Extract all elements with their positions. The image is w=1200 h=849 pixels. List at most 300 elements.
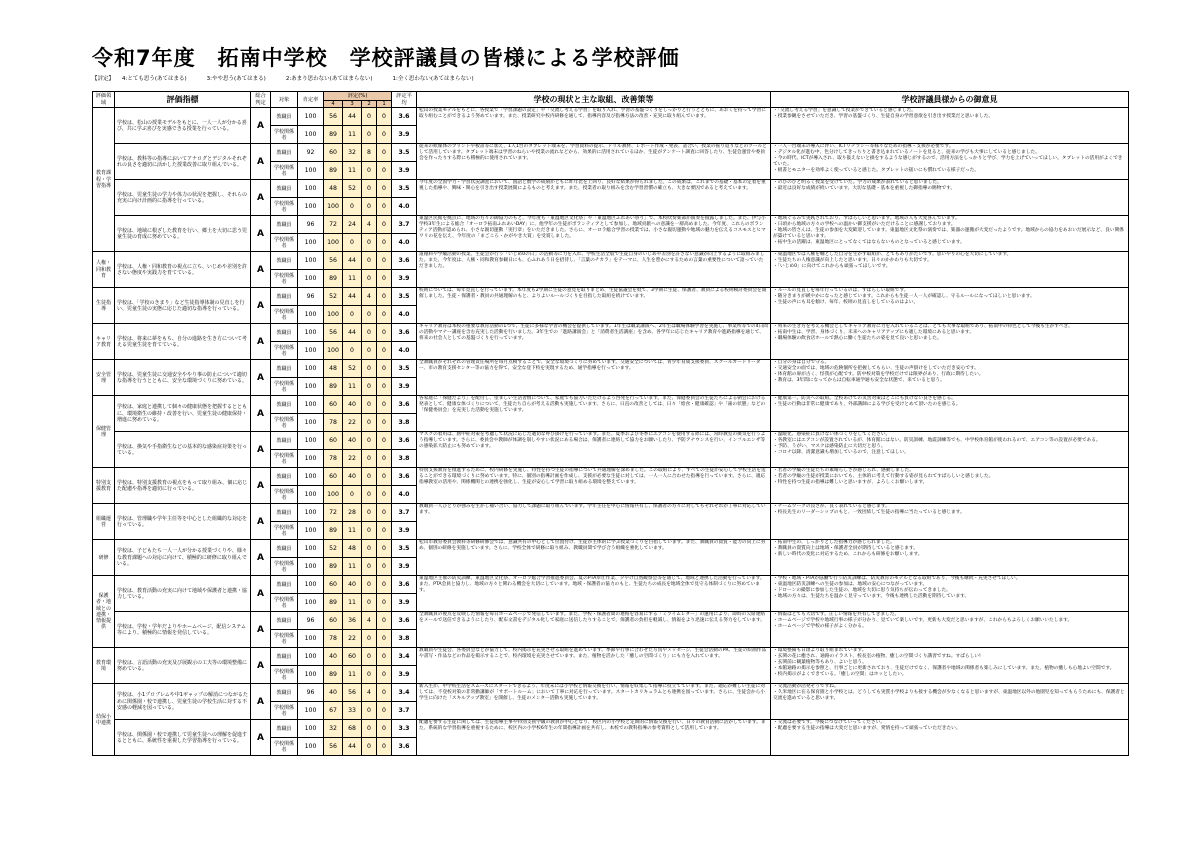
- indicator-text: 学校は、人権・同和教育の視点に立ち、いじめや差別を許さない態度や実践力を育てている。: [115, 252, 251, 288]
- current-status-text: 道徳科や学級活動の授業、生徒会が行う「いじめ0の日」の活動等に力を入れ、学校生活全般で生徒自身のいじめや差別を許さない意識が向上するように取組みました。また、今年度は、人権・同和教育参観日にも、心ふれあう日を招待し、「言葉のチカラ」をテーマに、人生を豊かにするための言葉の重要性について語っていただきました。: [417, 252, 771, 288]
- score-percent-1: 0: [377, 486, 392, 504]
- positive-rate: 100: [298, 630, 324, 648]
- score-percent-4: 60: [324, 432, 343, 450]
- header-score: 2: [362, 101, 377, 108]
- score-percent-4: 78: [324, 630, 343, 648]
- table-row: [93, 180, 1129, 198]
- header-average: 評定平均: [392, 92, 417, 108]
- score-percent-3: 0: [343, 306, 362, 324]
- rating-average: 3.4: [392, 684, 417, 702]
- score-percent-3: 0: [343, 486, 362, 504]
- opinion-text: ・健康第一。防災への取組。全校あげての災害対策はどこにも負けない良さを感じる。 ・生徒の行動は非常に健康であり、外部講師による学びを受けとめて頂いたのを感じる。: [771, 396, 1129, 432]
- current-status-text: 配慮を要する生徒に関しては、生徒指導主事や特別支援学級の教員が中心となり、校区内の小学校と定期的に情報交換を行い、日々の教育活動に活かしています。また、系統的な学習指導を重視するために、校区内の小学校6年生の年間指導計画を共有し、本校での教科指導の参考資料として活用しています。: [417, 720, 771, 756]
- overall-judgement: A: [251, 324, 271, 360]
- respondent-type: 教職員: [271, 468, 298, 486]
- rating-average: 4.0: [392, 342, 417, 360]
- score-percent-2: 0: [362, 630, 377, 648]
- overall-judgement: A: [251, 432, 271, 468]
- score-percent-4: 60: [324, 396, 343, 414]
- rating-average: 3.4: [392, 648, 417, 666]
- score-percent-3: 32: [343, 144, 362, 162]
- score-percent-2: 0: [362, 738, 377, 756]
- score-percent-1: 0: [377, 504, 392, 522]
- opinion-text: ・ルールの見直しを毎年行っているのは、すばらしい取組です。 ・随分きまりが緩やかになったと感じています。これからも生徒一人一人が確認し、守るルールになってほしいと思います。 ・生徒の声にも耳を傾け、毎年、校則の見直しをしているのはよい。: [771, 288, 1129, 324]
- table-row: [93, 468, 1129, 486]
- positive-rate: 100: [298, 126, 324, 144]
- score-percent-2: 0: [362, 306, 377, 324]
- score-percent-2: 0: [362, 558, 377, 576]
- overall-judgement: A: [251, 468, 271, 504]
- positive-rate: 100: [298, 486, 324, 504]
- table-row: [93, 720, 1129, 738]
- positive-rate: 100: [298, 576, 324, 594]
- score-percent-3: 0: [343, 342, 362, 360]
- score-percent-1: 0: [377, 432, 392, 450]
- current-status-text: 教職員や生徒会、各委員会などが協力して、校内掲示を充実させる取組を進めています。季節や行事に合わせた写真やメッセージ、生徒会活動のPR、生徒の絵画作品や書写・作品などの作品を掲示することで、校内環境を充実させています。また、植物を活かした「癒しの空間づくり」にも力を入れています。: [417, 648, 771, 684]
- score-percent-1: 0: [377, 126, 392, 144]
- opinion-text: ・地域ぐるみで実践されており、すばらしいと思います。地域の人も大変喜んでいます。 ・日頃から地域の方々の学校への温かい御支援がいただけることに感謝しております。 ・地域の皆さんは、生徒の参加を大変歓迎しています。東温地区文化祭の演奏では、楽器の運搬が大変だったようです。地域からの協力をあおいだ展示など、良い関係が築けていると思います。 ・拓中生の活躍は、東温地区にとってなくてはならないものとなっていると感じています。: [771, 216, 1129, 252]
- legend-item: 1:全く思わない(あてはまらない): [392, 76, 474, 82]
- score-percent-1: 0: [377, 270, 392, 288]
- table-row: [93, 252, 1129, 270]
- indicator-text: 学校は、特別支援教育の視点をもって取り組み、個に応じた配慮や指導を適切に行っている。: [115, 468, 251, 504]
- area-label: 安全管理: [93, 360, 115, 396]
- header-score: 3: [343, 101, 362, 108]
- respondent-type: 学校関係者: [271, 558, 298, 576]
- score-percent-1: 0: [377, 738, 392, 756]
- score-percent-2: 0: [362, 378, 377, 396]
- score-percent-4: 56: [324, 324, 343, 342]
- score-percent-4: 89: [324, 378, 343, 396]
- respondent-type: 教職員: [271, 648, 298, 666]
- rating-average: 3.9: [392, 162, 417, 180]
- score-percent-1: 0: [377, 540, 392, 558]
- score-percent-4: 52: [324, 288, 343, 306]
- overall-judgement: A: [251, 216, 271, 252]
- respondent-type: 学校関係者: [271, 486, 298, 504]
- rating-average: 3.5: [392, 288, 417, 306]
- score-percent-3: 11: [343, 558, 362, 576]
- table-row: [93, 648, 1129, 666]
- respondent-type: 教職員: [271, 108, 298, 126]
- score-percent-2: 0: [362, 270, 377, 288]
- current-status-text: 全教職員がそれぞれの管理責任場所を毎月点検することで、安全な環境づくりに努めています。交通安全については、青少年育成支援委員、スクールガードリーダー、市の教育支援センター等の協力を得て、安全な登下校を実現するため、通学指導を行っています。: [417, 360, 771, 396]
- positive-rate: 100: [298, 360, 324, 378]
- score-percent-3: 11: [343, 162, 362, 180]
- score-percent-3: 11: [343, 666, 362, 684]
- current-status-text: 従来の紙媒体のプリントや板書等に加え、1人1台のタブレット端末を、学習資料の提示、ドリル教材、レポート作成・発表、話合い、授業の振り返りなどのツールとして活用しています。タブレット端末は学習のねらいや授業の流れなどから、効果的に活用されているほか、生徒がアンケート調査に回答したり、生徒会運営や委員会を作ったりする際にも積極的に使用されています。: [417, 144, 771, 180]
- respondent-type: 教職員: [271, 252, 298, 270]
- score-percent-1: 0: [377, 522, 392, 540]
- positive-rate: 96: [298, 612, 324, 630]
- rating-average: 3.8: [392, 450, 417, 468]
- score-percent-3: 28: [343, 504, 362, 522]
- rating-average: 3.5: [392, 144, 417, 162]
- score-percent-3: 22: [343, 414, 362, 432]
- score-percent-1: 0: [377, 414, 392, 432]
- respondent-type: 教職員: [271, 720, 298, 738]
- score-percent-3: 44: [343, 738, 362, 756]
- score-percent-2: 0: [362, 414, 377, 432]
- opinion-text: ・若者の学級の生徒たちの素晴らしさが感じられ、感動しました。 ・若者の学級の生徒が授業においても、主体的に考えて行動する姿が見られてすばらしいと感じました。 ・特性を持つ生徒の指導は難しいと思いますが、よろしくお願いします。: [771, 468, 1129, 504]
- respondent-type: 学校関係者: [271, 666, 298, 684]
- header-opinion: 学校評議員様からの御意見: [771, 92, 1129, 108]
- current-status-text: 東温地区主催の防災訓練、東温地区文化祭、オーロラ総合学習推進委員会、夏のPTA奉仕作業、夕やけ自然観察会等を通じて、地域と連携した活動を行っています。また、PTA会員と協力し、地域の方々と関わる機会を大切にしています。地域・保護者の協力のもと、生徒たちの成長を地域全体で見守る体制づくりに努めています。: [417, 576, 771, 612]
- rating-average: 4.0: [392, 306, 417, 324]
- page-title: 令和7年度 拓南中学校 学校評議員の皆様による学校評価: [92, 46, 680, 70]
- opinion-text: ・情報はとても大切です。正しい情報を共有してきました。 ・ホームページで学校や地域行事の様子が分かり、見ていて楽しいです。更新も大変だと思いますが、これからもよろしくお願いいたします。 ・ホームページで学校の様子がよく分かる。: [771, 612, 1129, 648]
- rating-average: 3.5: [392, 540, 417, 558]
- rating-average: 3.8: [392, 414, 417, 432]
- respondent-type: 学校関係者: [271, 630, 298, 648]
- score-percent-1: 0: [377, 468, 392, 486]
- positive-rate: 96: [298, 684, 324, 702]
- score-percent-3: 56: [343, 684, 362, 702]
- score-percent-3: 40: [343, 468, 362, 486]
- opinion-text: ・拓南中生の、しっかりとした指導力が感じられました。 ・教職員の資質向上は地域・保護者全員が期待していると感じます。 ・新しい時代の変化に対応するため、これからも研修をお願いします。: [771, 540, 1129, 576]
- positive-rate: 100: [298, 720, 324, 738]
- score-percent-1: 0: [377, 450, 392, 468]
- rating-average: 3.6: [392, 738, 417, 756]
- score-percent-1: 0: [377, 252, 392, 270]
- positive-rate: 100: [298, 540, 324, 558]
- rating-average: 3.6: [392, 432, 417, 450]
- positive-rate: 100: [298, 324, 324, 342]
- area-label: キャリア教育: [93, 324, 115, 360]
- table-row: [93, 216, 1129, 234]
- score-percent-2: 0: [362, 648, 377, 666]
- score-percent-4: 78: [324, 414, 343, 432]
- score-percent-1: 0: [377, 666, 392, 684]
- table-row: [93, 324, 1129, 342]
- current-status-text: 今年度の全国学力・学習状況調査において、国語と数学の成績がともに昨年比を上回り、良好な結果が得られました。この成果は、これまでの基礎・基本の定着を重視した指導や、興味・関心を引き出す授業展開によるものと考えます。また、授業者の取り組みを含む学習習慣の確立も、大きな要因であると考えています。: [417, 180, 771, 216]
- overall-judgement: A: [251, 396, 271, 432]
- score-percent-3: 22: [343, 450, 362, 468]
- current-status-text: 東温区民館を拠点に、地域の方々の御協力のもと、今年度も「東温地区文化祭」や「東温地区ふれあい祭り」で、本校吹奏楽部が演奏を披露しました。また、伊与小学校3年生による総合「オーロラ拓南ふれあいDAY」に、他学年の生徒がボランティアとして参加し、地域貢献への意識を一層高めました。今年度、これらのボランティア活動が認められ、小さな親切運動「実行章」をいただきました。さらに、オーロラ総合学習の授業では、小さな親切運動や地域の魅力を伝えるコスモスとヒマワリの花を伝え、今年度の「まごころ・かがやき大賞」を受賞しました。: [417, 216, 771, 252]
- score-percent-1: 0: [377, 180, 392, 198]
- score-percent-4: 56: [324, 108, 343, 126]
- score-percent-3: 0: [343, 198, 362, 216]
- area-label: 生徒指導: [93, 288, 115, 324]
- score-percent-4: 100: [324, 198, 343, 216]
- opinion-text: ・交流活動が活発そうですね。 ・久米地区に在る保育園と小学校とは、どうしても実質小学校よりも接する機会が少なくなると思いますが、東温地区以外の他園児を知ってもらうためにも、保護者と交流を進めていると思います。: [771, 684, 1129, 720]
- indicator-text: 学校は、「学校のきまり」など生徒指導体制の見直しを行い、児童生徒の実態に応じた適切な指導を行っている。: [115, 288, 251, 324]
- score-percent-3: 40: [343, 396, 362, 414]
- positive-rate: 100: [298, 432, 324, 450]
- header-score: 1: [377, 101, 392, 108]
- score-percent-4: 60: [324, 612, 343, 630]
- score-percent-4: 72: [324, 216, 343, 234]
- score-percent-3: 68: [343, 720, 362, 738]
- score-percent-4: 48: [324, 360, 343, 378]
- score-percent-4: 72: [324, 504, 343, 522]
- respondent-type: 教職員: [271, 144, 298, 162]
- indicator-text: 学校は、児童生徒の学力や体力の状況を把握し、それらの充実に向け計画的に指導を行っている。: [115, 180, 251, 216]
- header-current: 学校の現状と主な取組、改善策等: [417, 92, 771, 108]
- indicator-text: 学校は、児童生徒に交通安全ややり事の防止について適切な指導を行うとともに、安全な環境づくりに努めている。: [115, 360, 251, 396]
- rating-average: 3.5: [392, 360, 417, 378]
- overall-judgement: A: [251, 684, 271, 720]
- positive-rate: 96: [298, 288, 324, 306]
- rating-average: 3.6: [392, 108, 417, 126]
- score-percent-3: 11: [343, 270, 362, 288]
- score-percent-4: 100: [324, 306, 343, 324]
- score-percent-2: 0: [362, 360, 377, 378]
- score-percent-4: 100: [324, 234, 343, 252]
- positive-rate: 100: [298, 252, 324, 270]
- legend-item: 4:とても思う(あてはまる): [122, 76, 187, 82]
- score-percent-2: 0: [362, 594, 377, 612]
- rating-average: 4.0: [392, 198, 417, 216]
- overall-judgement: A: [251, 648, 271, 684]
- respondent-type: 学校関係者: [271, 450, 298, 468]
- overall-judgement: A: [251, 504, 271, 540]
- area-label: 保護者・地域との連携・情報提供: [93, 576, 115, 648]
- overall-judgement: A: [251, 540, 271, 576]
- score-percent-3: 11: [343, 522, 362, 540]
- positive-rate: 100: [298, 234, 324, 252]
- rating-average: 3.6: [392, 576, 417, 594]
- score-percent-4: 89: [324, 594, 343, 612]
- score-percent-2: 0: [362, 504, 377, 522]
- score-percent-2: 0: [362, 666, 377, 684]
- score-percent-1: 0: [377, 594, 392, 612]
- score-percent-1: 0: [377, 324, 392, 342]
- score-percent-2: 0: [362, 162, 377, 180]
- rating-average: 3.7: [392, 702, 417, 720]
- positive-rate: 100: [298, 522, 324, 540]
- score-percent-3: 52: [343, 180, 362, 198]
- score-percent-1: 0: [377, 648, 392, 666]
- indicator-text: 学校は、関係園・校で連携して児童生徒への理解を促進するとともに、系統性を重視した学習指導を行っている。: [115, 720, 251, 756]
- rating-average: 3.9: [392, 378, 417, 396]
- score-percent-2: 0: [362, 180, 377, 198]
- score-percent-2: 0: [362, 324, 377, 342]
- respondent-type: 教職員: [271, 432, 298, 450]
- score-percent-1: 0: [377, 162, 392, 180]
- respondent-type: 教職員: [271, 576, 298, 594]
- overall-judgement: A: [251, 144, 271, 180]
- respondent-type: 学校関係者: [271, 234, 298, 252]
- current-status-text: 松山市教育委員会教科等研修研修会では、意識共有の中心として位置付け、生徒が主体的に学ぶ授業づくりを目指しています。また、教職員の資質・能力の向上に努め、個別の研修を実施しています。さらに、学校全体で研修に取り組み、教職員間で学び合う組織を強化しています。: [417, 540, 771, 576]
- respondent-type: 学校関係者: [271, 414, 298, 432]
- area-label: 幼保小中連携: [93, 684, 115, 756]
- score-percent-3: 33: [343, 702, 362, 720]
- positive-rate: 92: [298, 144, 324, 162]
- indicator-text: 学校は、小1プロブレムや中1ギャップの解消につながるために関係園・校で連携し、児童生徒の学校生活に対する不安感の軽減を図っている。: [115, 684, 251, 720]
- respondent-type: 学校関係者: [271, 738, 298, 756]
- score-percent-2: 0: [362, 252, 377, 270]
- score-percent-2: 0: [362, 126, 377, 144]
- header-evaluation: 評定(%): [324, 92, 392, 101]
- score-percent-1: 0: [377, 684, 392, 702]
- score-percent-4: 60: [324, 468, 343, 486]
- score-percent-1: 0: [377, 342, 392, 360]
- score-percent-1: 0: [377, 396, 392, 414]
- score-percent-3: 40: [343, 432, 362, 450]
- score-percent-2: 4: [362, 612, 377, 630]
- table-row: [93, 684, 1129, 702]
- score-percent-2: 0: [362, 720, 377, 738]
- score-percent-3: 60: [343, 648, 362, 666]
- rating-average: 3.7: [392, 216, 417, 234]
- opinion-text: ・のびのびと明るく授業を受けていた。学力の成果が表れていると思いました。 ・最近は良好な成績が続いています。大切な基礎・基本を重視した御指導の賜物です。: [771, 180, 1129, 216]
- rating-average: 3.9: [392, 522, 417, 540]
- score-percent-3: 44: [343, 252, 362, 270]
- header-indicator: 評価指標: [115, 92, 251, 108]
- table-row: [93, 360, 1129, 378]
- overall-judgement: A: [251, 720, 271, 756]
- respondent-type: 教職員: [271, 612, 298, 630]
- score-percent-3: 0: [343, 234, 362, 252]
- positive-rate: 100: [298, 108, 324, 126]
- table-row: [93, 504, 1129, 522]
- positive-rate: 100: [298, 648, 324, 666]
- rating-average: 3.6: [392, 612, 417, 630]
- table-row: [93, 144, 1129, 162]
- overall-judgement: A: [251, 108, 271, 144]
- table-row: [93, 612, 1129, 630]
- score-percent-2: 0: [362, 486, 377, 504]
- overall-judgement: A: [251, 360, 271, 396]
- current-status-text: 全教職員の視点を反映した情報を毎日ホームページで発信しています。また、学校・保護者間の連絡を容易にする「ミライムレター」の運用により、即時の欠席連絡をメールで送信できるようにしたり、配布文書をデジタル化して家庭に送信したりすることで、保護者の負担を軽減し、情報をより迅速に伝える努力をしています。: [417, 612, 771, 648]
- score-percent-3: 11: [343, 378, 362, 396]
- area-label: 教育課程・学習指導: [93, 108, 115, 252]
- score-percent-1: 0: [377, 702, 392, 720]
- current-status-text: 新入生が、中学校生活をスムーズにスタートできるよう、年度末には小学校と情報交換を行い、情報を収集して指導に役立てています。また、適応が難しい生徒に対しては、不登校対策の非常勤講師が「サポートルーム」において丁寧に対応を行っています。スタートカリキュラムとも連携を図っています。さらに、生徒会から小学生に向けた「スキルアップ教室」を開催し、生徒のメンター活動も実施しています。: [417, 684, 771, 720]
- rating-average: 3.5: [392, 180, 417, 198]
- table-row: [93, 432, 1129, 450]
- rating-average: 3.6: [392, 396, 417, 414]
- header-score: 4: [324, 101, 343, 108]
- score-percent-4: 89: [324, 522, 343, 540]
- legend-item: 3:やや思う(あてはまる): [206, 76, 266, 82]
- legend-heading: 【評定】: [92, 76, 115, 82]
- score-percent-3: 11: [343, 594, 362, 612]
- score-percent-3: 44: [343, 108, 362, 126]
- opinion-text: ・一人一台端末の導入に伴い、ICTリテラシー等様々なための指導・支援が必要です。 ・デジタル化が進む中、色分けしてきっちりと書き込まれているノートを見ると、従来の学びも大事にしていると感じました。 ・今の時代、ICTが導入され、取り扱えないと損をするような感じがするので、活用方法をしっかりと学び、学力を上げていってほしい。タブレットの活用がよくできていた。 ・板書とモニターを効率よく使っていると感じた。タブレットの扱いにも慣れている様子だった。: [771, 144, 1129, 180]
- score-percent-4: 52: [324, 540, 343, 558]
- score-percent-4: 48: [324, 180, 343, 198]
- positive-rate: 100: [298, 594, 324, 612]
- table-row: [93, 288, 1129, 306]
- respondent-type: 教職員: [271, 540, 298, 558]
- score-percent-1: 0: [377, 558, 392, 576]
- table-row: [93, 108, 1129, 126]
- positive-rate: 100: [298, 378, 324, 396]
- rating-average: 3.7: [392, 504, 417, 522]
- area-label: 人権・同和教育: [93, 252, 115, 288]
- score-percent-1: 0: [377, 720, 392, 738]
- rating-average: 3.9: [392, 666, 417, 684]
- current-status-text: マスクの着用は、熱中症対策を考慮して状況に応じた適切な呼び掛けを行っています。また、夏季および冬季にエアコンを使用する際には、常時教室の換気を行うよう指導しています。さらに、委員会や教師が体調を崩しやすい状況にある場合は、保護者に連絡して協力をお願いしたり、予防アナウンスを行い、インフルエンザ等の感染拡大防止にも努めています。: [417, 432, 771, 468]
- score-percent-1: 0: [377, 216, 392, 234]
- indicator-text: 学校は、管理職や学年主任等を中心とした組織的な対応を行っている。: [115, 504, 251, 540]
- opinion-text: ・環境整備も日頃より取り組まれています。 ・玄関の花に癒され、通路のイラスト、校長室の植物、癒しの空間づくり講習ですね。すばらしい! ・玄関前に観葉植物等もあり、よいと思う。 ・本館通路の掲示を参照と、行事ごとに更新されており、生徒だけでなく、保護者や地域の関係者も楽しみにしています。また、植物の癒しも心地よい空間です。 ・校内掲示がよくできている。「癒しの空間」はホッとしたい。: [771, 648, 1129, 684]
- table-row: [93, 396, 1129, 414]
- score-percent-4: 40: [324, 684, 343, 702]
- score-percent-2: 0: [362, 396, 377, 414]
- area-label: 組織運営: [93, 504, 115, 540]
- score-percent-3: 44: [343, 288, 362, 306]
- score-percent-1: 0: [377, 630, 392, 648]
- indicator-text: 学校は、換気や手指衛生などの基本的な感染症対策を行っている。: [115, 432, 251, 468]
- opinion-text: ・温暖化、感染症に負けない体づくりをしてください。 ・各教室にはエアコンが設置されているが、体育館にはない。防災訓練、地震訓練等でも、中学校体育館が使われるので、エアコン等の設置が必要である。 ・予防、うがい、マスクは感染防止に大切だと思う。 ・コロナ以降、清潔意識も増加しているので、注意してほしい。: [771, 432, 1129, 468]
- score-percent-4: 67: [324, 702, 343, 720]
- rating-average: 4.0: [392, 486, 417, 504]
- score-percent-4: 60: [324, 576, 343, 594]
- opinion-text: ・「交流し考える学習」を意識して授業ができていると感じました。 ・授業参観をさせていただき、学習の基盤づくり、生徒自身の学習意欲を引き出す授業だと思いました。: [771, 108, 1129, 144]
- table-row: [93, 576, 1129, 594]
- positive-rate: 100: [298, 306, 324, 324]
- score-percent-4: 100: [324, 486, 343, 504]
- score-percent-2: 4: [362, 684, 377, 702]
- score-percent-3: 40: [343, 576, 362, 594]
- score-percent-2: 0: [362, 198, 377, 216]
- positive-rate: 100: [298, 666, 324, 684]
- positive-rate: 100: [298, 342, 324, 360]
- score-percent-2: 0: [362, 450, 377, 468]
- legend-item: 2:あまり思わない(あてはまらない): [285, 76, 373, 82]
- respondent-type: 学校関係者: [271, 342, 298, 360]
- score-percent-1: 0: [377, 198, 392, 216]
- rating-average: 3.9: [392, 558, 417, 576]
- score-percent-1: 0: [377, 288, 392, 306]
- score-percent-1: 0: [377, 378, 392, 396]
- positive-rate: 96: [298, 216, 324, 234]
- rating-average: 3.6: [392, 468, 417, 486]
- opinion-text: ・交流は必要です。今後につなげていってください。 ・配慮を要する生徒の指導は大変だと思いますが、愛情を持って頑張っていただきたい。: [771, 720, 1129, 756]
- score-percent-2: 0: [362, 108, 377, 126]
- respondent-type: 学校関係者: [271, 522, 298, 540]
- respondent-type: 学校関係者: [271, 378, 298, 396]
- area-label: 研修: [93, 540, 115, 576]
- indicator-text: 学校は、教科等の指導においてアナログとデジタルそれぞれの良さを適切に活かした授業改善に取り組んでいる。: [115, 144, 251, 180]
- score-percent-2: 0: [362, 342, 377, 360]
- area-label: 教育環境: [93, 648, 115, 684]
- current-status-text: キャリア教育は本校の重要な教育活動の1つで、生徒に多様な学習の機会を提供しています。1年生は職業講演へ、2年生は職場体験学習を実施し、事業所等での4日間の活動やマナー講座を含む充実した活動を行いました。3年生での「進路講演会」と「消費者生活講座」を含め、各学年に応じたキャリア教育や進路指導を通じて、将来の社会人としての基盤づくりを行っています。: [417, 324, 771, 360]
- score-percent-2: 0: [362, 522, 377, 540]
- respondent-type: 教職員: [271, 324, 298, 342]
- evaluation-table: [92, 91, 1129, 756]
- positive-rate: 100: [298, 162, 324, 180]
- score-percent-3: 22: [343, 630, 362, 648]
- respondent-type: 学校関係者: [271, 162, 298, 180]
- rating-average: 4.0: [392, 234, 417, 252]
- rating-average: 3.3: [392, 720, 417, 738]
- respondent-type: 教職員: [271, 288, 298, 306]
- score-percent-4: 100: [324, 342, 343, 360]
- score-percent-4: 89: [324, 126, 343, 144]
- score-percent-2: 0: [362, 540, 377, 558]
- score-percent-4: 56: [324, 738, 343, 756]
- rating-average: 3.6: [392, 324, 417, 342]
- rating-average: 3.9: [392, 126, 417, 144]
- evaluation-rows: [93, 108, 1129, 756]
- indicator-text: 学校は、教育活動の充実に向けて地域や保護者と連携・協力している。: [115, 576, 251, 612]
- area-label: 保健管理: [93, 396, 115, 468]
- opinion-text: ・東温地区では人権を軸とした自分を生かす取組が、とてもありがたいです。思いやりの心を大切にしています。 ・生徒たちの人権意識が向上したと思います。日々のかかわりも大切です。 ・「いじめ0」に向けてこれからも頑張ってほしいです。: [771, 252, 1129, 288]
- opinion-text: ・学校・地域・PTAが協働で行う防災訓練は、防災教育のモデルとなる取組であり、今後も継続・充実させてほしい。 ・東温地区防災訓練への生徒の参加は、地域の安心につながっています。 ・ドローンの撮影に参加した生徒の、地域を大切に思う気持ちが伝わってきました。 ・地域の方々は、生徒たちを温かく見守っています。今後も連携した活動を期待しています。: [771, 576, 1129, 612]
- current-status-text: 特別支援教育を推進するために、校内研修を実施し、特性を持つ生徒の指導について共通理解を深めました。この取組により、すべての生徒が安心して学校生活を送ることができる環境づくりに努めています。特に、個別の指導計画を作成し、支援が必要な生徒に対しては、一人一人に合わせた指導を行っています。さらに、適応指導教室の活用や、関係機関との連携を強化し、生徒が安心して学習に取り組める環境を整えています。: [417, 468, 771, 504]
- header-area: 評価領域: [93, 92, 115, 108]
- indicator-text: 学校は、子どもたち一人一人が分かる授業づくりや、様々な教育課題への対応に向けて、積極的に研修に取り組んでいる。: [115, 540, 251, 576]
- score-percent-2: 0: [362, 234, 377, 252]
- header-judgement: 総合判定: [251, 92, 271, 108]
- score-percent-1: 0: [377, 612, 392, 630]
- overall-judgement: A: [251, 180, 271, 216]
- overall-judgement: A: [251, 252, 271, 288]
